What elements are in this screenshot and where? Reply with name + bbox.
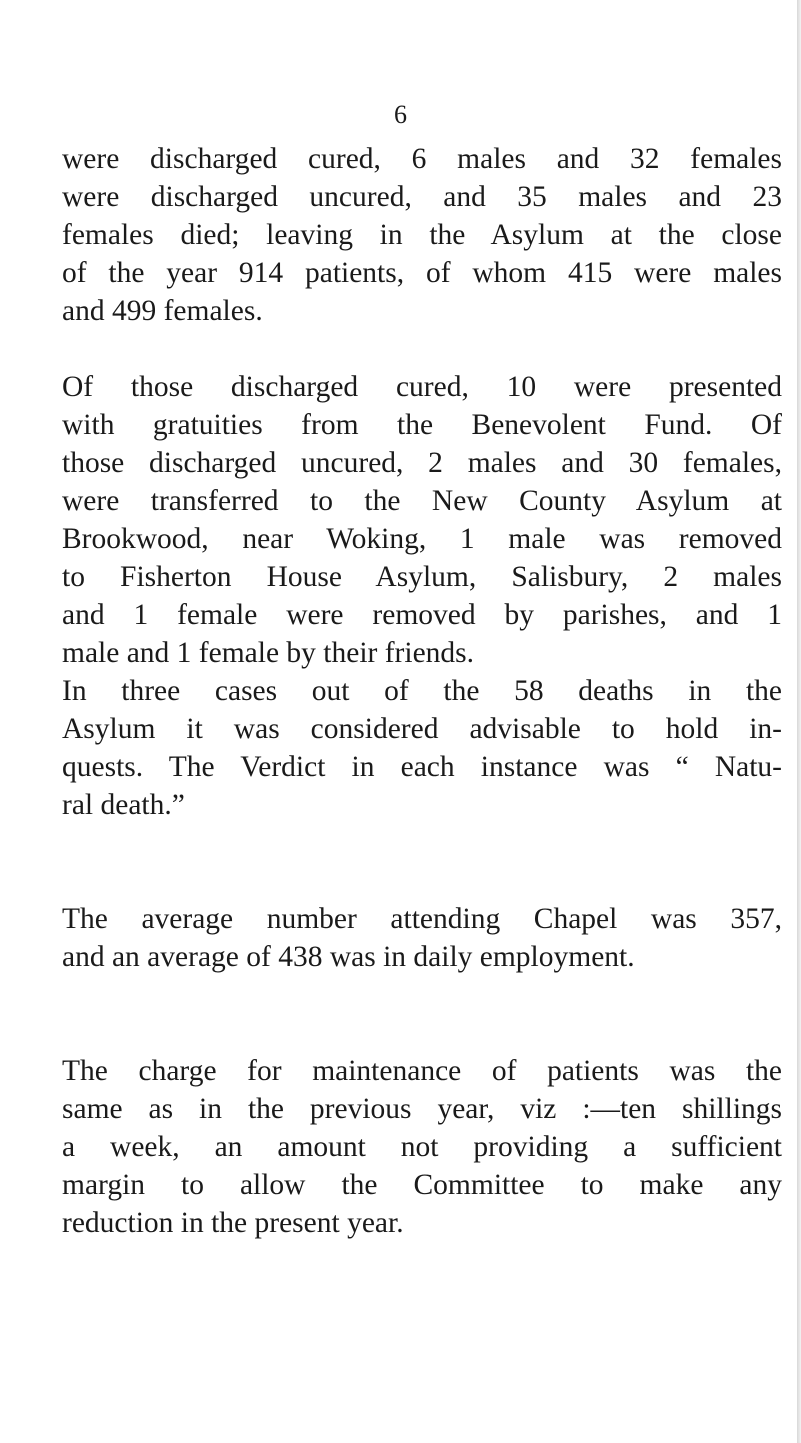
text-line: a week, an amount not providing a sufficient <box>62 1131 782 1163</box>
text-line: females died; leaving in the Asylum at the close <box>62 219 782 251</box>
page-number: 6 <box>394 100 407 129</box>
text-line: margin to allow the Committee to make any <box>62 1169 782 1201</box>
paragraph-discharges <box>62 140 782 330</box>
text-line: ral death.” <box>62 789 185 821</box>
text-line: same as in the previous year, viz :—ten shillings <box>62 1093 782 1125</box>
paragraph-maintenance <box>62 1052 782 1242</box>
text-line: of the year 914 patients, of whom 415 were males <box>62 257 782 289</box>
page-edge-shadow <box>797 0 801 1443</box>
text-line: and an average of 438 was in daily employment. <box>62 941 635 973</box>
paragraph-transfers <box>62 368 782 672</box>
text-line: In three cases out of the 58 deaths in the <box>62 675 782 707</box>
text-line: to Fisherton House Asylum, Salisbury, 2 males <box>62 561 782 593</box>
text-line: and 1 female were removed by parishes, and 1 <box>62 599 782 631</box>
text-line: were discharged cured, 6 males and 32 females <box>62 143 782 175</box>
text-line: Of those discharged cured, 10 were presented <box>62 371 782 403</box>
text-line: Brookwood, near Woking, 1 male was removed <box>62 523 782 555</box>
text-line: and 499 females. <box>62 295 263 327</box>
paragraph-chapel <box>62 900 782 976</box>
text-line: quests. The Verdict in each instance was “ Natu- <box>62 751 782 783</box>
text-line: those discharged uncured, 2 males and 30 females, <box>62 447 782 479</box>
text-line: male and 1 female by their friends. <box>62 637 475 669</box>
paragraph-inquests <box>62 672 782 824</box>
text-line: The charge for maintenance of patients was the <box>62 1055 782 1087</box>
text-line: with gratuities from the Benevolent Fund. Of <box>62 409 782 441</box>
text-line: were transferred to the New County Asylum at <box>62 485 782 517</box>
text-line: were discharged uncured, and 35 males and 23 <box>62 181 782 213</box>
text-line: reduction in the present year. <box>62 1207 404 1239</box>
text-line: The average number attending Chapel was 357, <box>62 903 782 935</box>
text-line: Asylum it was considered advisable to hold in- <box>62 713 782 745</box>
